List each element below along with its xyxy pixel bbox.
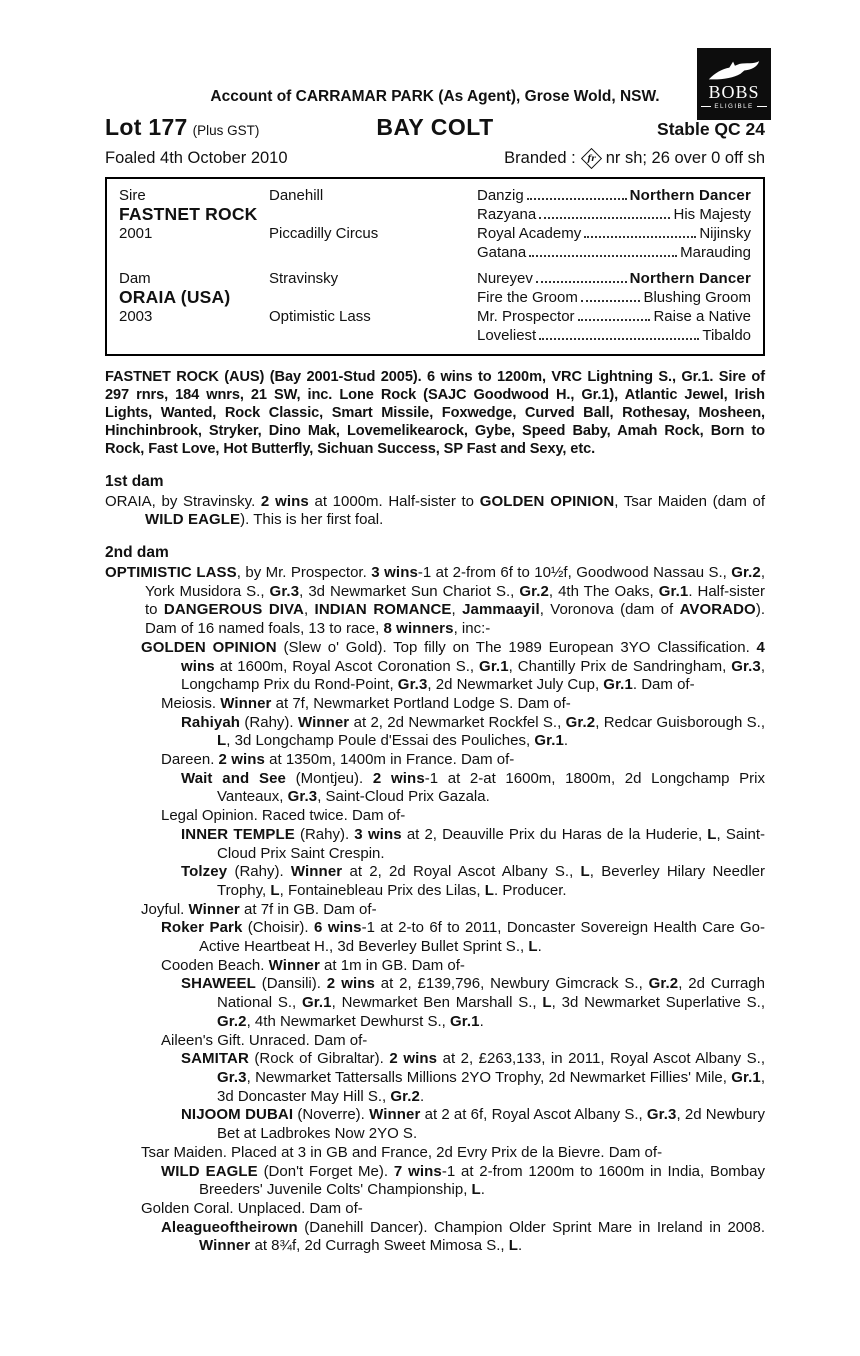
branding-description <box>504 149 765 168</box>
dam-name: ORAIA (USA) <box>119 287 231 307</box>
plus-gst-note: (Plus GST) <box>192 123 260 138</box>
dam-sire: Stravinsky <box>269 270 339 287</box>
pedigree-entry: ORAIA, by Stravinsky. 2 wins at 1000m. Half-sister to GOLDEN OPINION, Tsar Maiden (dam of WILD EAGLE). This is her first foal. <box>105 492 765 529</box>
branded-detail: nr sh; 26 over 0 off sh <box>605 149 765 167</box>
bobs-logo-word: BOBS <box>708 82 760 102</box>
pedigree-entry: Meiosis. Winner at 7f, Newmarket Portland Lodge S. Dam of- <box>161 694 571 712</box>
leader-dots <box>578 319 651 321</box>
pedigree-entry: Rahiyah (Rahy). Winner at 2, 2d Newmarket Rockfel S., Gr.2, Redcar Guisborough S., L, 3d Longchamp Poule d'Essai des Pouliches, Gr.1. <box>181 713 765 750</box>
lot-number-group <box>105 114 259 141</box>
lot-sex-title: BAY COLT <box>376 114 494 140</box>
pedigree-entry: INNER TEMPLE (Rahy). 3 wins at 2, Deauville Prix du Haras de la Huderie, L, Saint-Cloud Prix Saint Crespin. <box>181 825 766 862</box>
ancestor-row <box>477 288 751 307</box>
ancestor-far: Blushing Groom <box>643 289 751 306</box>
brand-mark-icon: fr <box>581 148 602 169</box>
ancestor-row <box>477 243 751 262</box>
ancestor-near: Loveliest <box>477 327 537 344</box>
pedigree-table <box>105 177 765 356</box>
sire-parents-column <box>269 186 477 262</box>
pedigree-entry: Aileen's Gift. Unraced. Dam of- <box>161 1031 368 1049</box>
pedigree-entry: Cooden Beach. Winner at 1m in GB. Dam of- <box>161 956 465 974</box>
leader-dots <box>584 236 696 238</box>
pedigree-entry: NIJOOM DUBAI (Noverre). Winner at 2 at 6f, Royal Ascot Albany S., Gr.3, 2d Newbury Bet at Ladbrokes Now 2YO S. <box>181 1106 765 1143</box>
lot-row <box>105 114 765 140</box>
ancestor-near: Danzig <box>477 187 524 204</box>
pedigree-entry: SHAWEEL (Dansili). 2 wins at 2, £139,796, Newbury Gimcrack S., Gr.2, 2d Curragh National S., Gr.1, Newmarket Ben Marshall S., L, 3d Newmarket Superlative S., Gr.2, 4th Newmarket Dewhurst S., Gr.1. <box>181 975 765 1030</box>
ancestor-far: Raise a Native <box>653 308 751 325</box>
dam-pedigree-group <box>119 269 751 345</box>
sire-dam: Piccadilly Circus <box>269 225 379 242</box>
pedigree-entry: Aleagueoftheirown (Danehill Dancer). Champion Older Sprint Mare in Ireland in 2008. Winner at 8¾f, 2d Curragh Sweet Mimosa S., L. <box>161 1218 765 1255</box>
leader-dots <box>536 281 627 283</box>
sire-pedigree-group <box>119 186 751 262</box>
ancestor-row <box>477 224 751 243</box>
first-dam-entries <box>105 493 765 530</box>
pedigree-entry: Roker Park (Choisir). 6 wins-1 at 2-to 6f to 2011, Doncaster Sovereign Health Care Go-Active Heartbeat H., 3d Beverley Bullet Sprint S., L. <box>161 919 766 956</box>
sire-sire: Danehill <box>269 187 324 204</box>
pedigree-entry: Tsar Maiden. Placed at 3 in GB and France, 2d Evry Prix de la Bievre. Dam of- <box>141 1143 663 1161</box>
dam-parents-column <box>269 269 477 345</box>
sire-role-label: Sire <box>119 187 146 204</box>
second-dam-heading: 2nd dam <box>105 544 169 561</box>
dam-year: 2003 <box>119 308 153 325</box>
ancestor-near: Nureyev <box>477 270 533 287</box>
pedigree-entry: OPTIMISTIC LASS, by Mr. Prospector. 3 wins-1 at 2-from 6f to 10½f, Goodwood Nassau S., Gr.2, York Musidora S., Gr.3, 3d Newmarket Sun Chariot S., Gr.2, 4th The Oaks, Gr.1. Half-sister to DANGEROUS DIVA, INDIAN ROMANCE, Jammaayil, Voronova (dam of AVORADO). Dam of 16 named foals, 13 to race, 8 winners, inc:- <box>105 564 766 638</box>
second-dam-entries <box>105 564 765 1256</box>
ancestor-far: Nijinsky <box>699 225 751 242</box>
pedigree-entry: Dareen. 2 wins at 1350m, 1400m in France. Dam of- <box>161 751 515 769</box>
leader-dots <box>581 300 641 302</box>
dam-dam: Optimistic Lass <box>269 308 371 325</box>
ancestor-row <box>477 326 751 345</box>
leader-dots <box>527 198 627 200</box>
vendor-account-line: Account of CARRAMAR PARK (As Agent), Grose Wold, NSW. <box>210 88 660 105</box>
branded-label: Branded : <box>504 149 576 167</box>
pedigree-entry: Tolzey (Rahy). Winner at 2, 2d Royal Ascot Albany S., L, Beverley Hilary Needler Trophy, L, Fontainebleau Prix des Lilas, L. Producer. <box>181 863 765 899</box>
pedigree-entry: Legal Opinion. Raced twice. Dam of- <box>161 807 406 825</box>
ancestor-near: Royal Academy <box>477 225 582 242</box>
ancestor-far: Tibaldo <box>702 327 751 344</box>
pedigree-entry: Wait and See (Montjeu). 2 wins-1 at 2-at 1600m, 1800m, 2d Longchamp Prix Vanteaux, Gr.3, Saint-Cloud Prix Gazala. <box>181 769 766 806</box>
ancestor-far: His Majesty <box>673 206 751 223</box>
sire-column <box>119 186 269 262</box>
pedigree-entry: Joyful. Winner at 7f in GB. Dam of- <box>141 900 377 918</box>
ancestor-row <box>477 307 751 326</box>
dam-ancestors-column <box>477 269 751 345</box>
bobs-logo-eligible: ELIGIBLE <box>701 103 767 110</box>
ancestor-near: Gatana <box>477 244 527 261</box>
ancestor-row <box>477 205 751 224</box>
sire-ancestors-column <box>477 186 751 262</box>
ancestor-far: Northern Dancer <box>629 187 751 204</box>
first-dam-heading: 1st dam <box>105 472 164 490</box>
ancestor-far: Marauding <box>680 244 751 261</box>
leader-dots <box>539 338 699 340</box>
foaled-row <box>105 149 765 168</box>
ancestor-far: Northern Dancer <box>629 270 751 287</box>
dam-role-label: Dam <box>119 270 151 287</box>
pedigree-entry: Golden Coral. Unplaced. Dam of- <box>141 1199 363 1217</box>
ancestor-near: Fire the Groom <box>477 289 578 306</box>
sire-summary-paragraph: FASTNET ROCK (AUS) (Bay 2001-Stud 2005). 6 wins to 1200m, VRC Lightning S., Gr.1. Sire of 297 rnrs, 184 wnrs, 21 SW, inc. Lone Rock (SAJC Goodwood H., Gr.1), Atlantic Jewel, Irish Lights, Wanted, Rock Classic, Smart Missile, Foxwedge, Curved Ball, Rothesay, Mosheen, Hinchinbrook, Stryker, Dino Mak, Lovemelikearock, Gybe, Speed Baby, Amah Rock, Born to Rock, Fast Love, Hot Butterfly, Sichuan Success, SP Fast and Sexy, etc. <box>105 369 765 457</box>
pedigree-entry: WILD EAGLE (Don't Forget Me). 7 wins-1 at 2-from 1200m to 1600m in India, Bombay Breeders' Juvenile Colts' Championship, L. <box>161 1162 765 1199</box>
stable-number: Stable QC 24 <box>657 119 765 139</box>
dam-column <box>119 269 269 345</box>
pedigree-entry: GOLDEN OPINION (Slew o' Gold). Top filly on The 1989 European 3YO Classification. 4 wins at 1600m, Royal Ascot Coronation S., Gr.1, Chantilly Prix de Sandringham, Gr.3, Longchamp Prix du Rond-Point, Gr.3, 2d Newmarket July Cup, Gr.1. Dam of- <box>141 638 765 694</box>
leader-dots <box>539 217 670 219</box>
ancestor-row <box>477 269 751 288</box>
lot-number: Lot 177 <box>105 114 188 140</box>
ancestor-near: Razyana <box>477 206 537 223</box>
leader-dots <box>529 255 677 257</box>
sire-year: 2001 <box>119 225 153 242</box>
page-content <box>105 0 765 1256</box>
foaled-date: Foaled 4th October 2010 <box>105 149 288 167</box>
ancestor-row <box>477 186 751 205</box>
pedigree-entry: SAMITAR (Rock of Gibraltar). 2 wins at 2, £263,133, in 2011, Royal Ascot Albany S., Gr.3, Newmarket Tattersalls Millions 2YO Trophy, 2d Newmarket Fillies' Mile, Gr.1, 3d Doncaster May Hill S., Gr.2. <box>181 1050 765 1105</box>
ancestor-near: Mr. Prospector <box>477 308 575 325</box>
sire-name: FASTNET ROCK <box>119 204 258 224</box>
